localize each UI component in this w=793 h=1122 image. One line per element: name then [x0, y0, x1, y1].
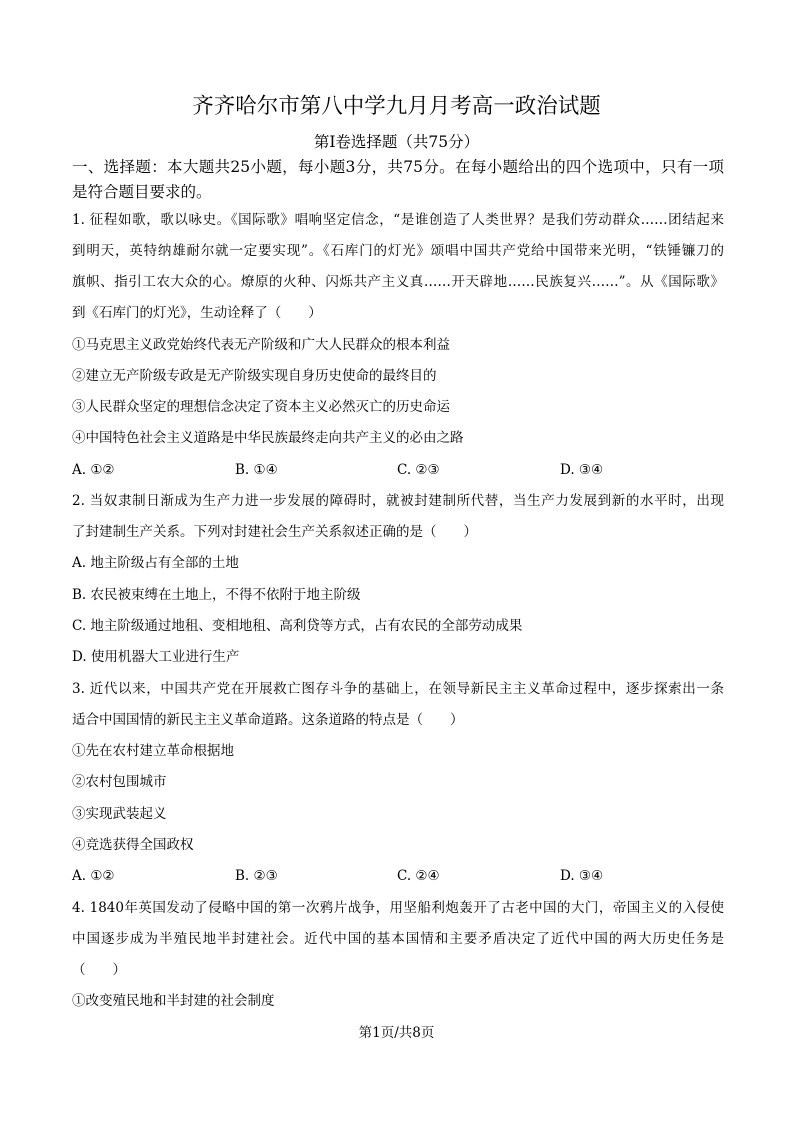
q1-item: ②建立无产阶级专政是无产阶级实现自身历史使命的最终目的 — [72, 368, 437, 384]
q2-stem-line: 2. 当奴隶制日渐成为生产力进一步发展的障碍时，就被封建制所代替，当生产力发展到新的水平时，出现 — [72, 493, 724, 509]
q1-option-c[interactable]: C. ②③ — [397, 462, 440, 478]
q3-item: ④竞选获得全国政权 — [72, 837, 194, 853]
q4-stem-line: 4. 1840年英国发动了侵略中国的第一次鸦片战争，用坚船利炮轰开了古老中国的大门，帝国主义的入侵使 — [72, 900, 724, 916]
q2-option-c[interactable]: C. 地主阶级通过地租、变相地租、高利贷等方式，占有农民的全部劳动成果 — [72, 618, 523, 634]
q1-stem-line: 1. 征程如歌，歌以咏史。《国际歌》唱响坚定信念，“是谁创造了人类世界？是我们劳动群众……团结起来 — [72, 212, 724, 228]
q3-stem-line: 3. 近代以来，中国共产党在开展救亡图存斗争的基础上，在领导新民主主义革命过程中，逐步探索出一条 — [72, 681, 724, 697]
q3-option-d[interactable]: D. ③④ — [560, 868, 604, 884]
q4-stem-line: 中国逐步成为半殖民地半封建社会。近代中国的基本国情和主要矛盾决定了近代中国的两大历史任务是 — [72, 931, 724, 947]
q1-stem-line: 旗帜、指引工农大众的心。燎原的火种、闪烁共产主义真……开天辟地……民族复兴……”。从《国际歌》 — [72, 274, 724, 290]
q3-item: ③实现武装起义 — [72, 806, 167, 822]
section-instructions: 一、选择题：本大题共25小题，每小题3分，共75分。在每小题给出的四个选项中，只有一项是符合题目要求的。 — [72, 158, 724, 201]
q3-option-a[interactable]: A. ①② — [72, 868, 115, 884]
q3-option-b[interactable]: B. ②③ — [235, 868, 278, 884]
q1-stem-line: 到明天，英特纳雄耐尔就一定要实现”。《石库门的灯光》颂唱中国共产党给中国带来光明，“铁锤镰刀的 — [72, 243, 724, 259]
q4-stem-line: （ ） — [72, 962, 126, 978]
q4-item: ①改变殖民地和半封建的社会制度 — [72, 993, 275, 1009]
q1-option-d[interactable]: D. ③④ — [560, 462, 604, 478]
page-footer: 第1页/共8页 — [358, 1025, 435, 1041]
q1-item: ④中国特色社会主义道路是中华民族最终走向共产主义的必由之路 — [72, 430, 464, 446]
page-title: 齐齐哈尔市第八中学九月月考高一政治试题 — [192, 94, 601, 119]
q3-item: ②农村包围城市 — [72, 774, 167, 790]
q1-stem-line: 到《石库门的灯光》，生动诠释了（ ） — [72, 305, 322, 321]
q2-option-a[interactable]: A. 地主阶级占有全部的土地 — [72, 555, 239, 571]
q3-stem-line: 适合中国国情的新民主主义革命道路。这条道路的特点是（ ） — [72, 712, 464, 728]
q1-item: ③人民群众坚定的理想信念决定了资本主义必然灭亡的历史命运 — [72, 399, 450, 415]
q2-stem-line: 了封建制生产关系。下列对封建社会生产关系叙述正确的是（ ） — [72, 524, 477, 540]
q1-option-b[interactable]: B. ①④ — [235, 462, 278, 478]
q1-item: ①马克思主义政党始终代表无产阶级和广大人民群众的根本利益 — [72, 337, 450, 353]
q3-item: ①先在农村建立革命根据地 — [72, 743, 234, 759]
section-heading: 第Ⅰ卷选择题（共75分） — [313, 133, 480, 151]
q2-option-d[interactable]: D. 使用机器大工业进行生产 — [72, 649, 240, 665]
q1-option-a[interactable]: A. ①② — [72, 462, 115, 478]
q3-option-c[interactable]: C. ②④ — [397, 868, 440, 884]
q2-option-b[interactable]: B. 农民被束缚在土地上，不得不依附于地主阶级 — [72, 587, 361, 603]
